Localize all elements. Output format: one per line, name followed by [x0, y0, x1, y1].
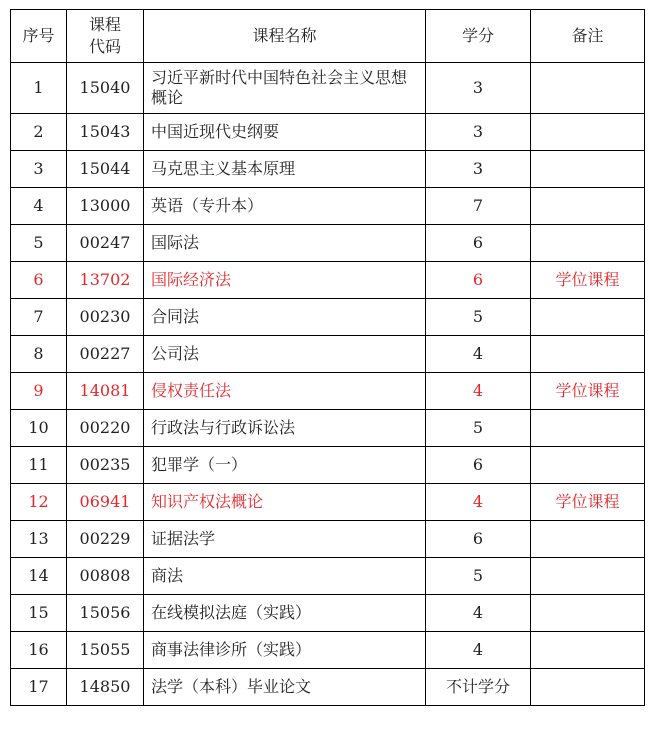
table-row	[11, 595, 645, 632]
row-index: 4	[11, 188, 67, 225]
course-code: 15056	[67, 595, 144, 632]
table-row	[11, 114, 645, 151]
header-course-name: 课程名称	[144, 10, 426, 63]
row-index: 7	[11, 299, 67, 336]
course-code: 00230	[67, 299, 144, 336]
course-note	[531, 114, 645, 151]
row-index: 3	[11, 151, 67, 188]
course-name: 在线模拟法庭（实践）	[144, 595, 426, 632]
course-credit: 5	[426, 410, 531, 447]
row-index: 10	[11, 410, 67, 447]
table-header-row	[11, 10, 645, 63]
course-note	[531, 558, 645, 595]
table-row	[11, 188, 645, 225]
row-index: 6	[11, 262, 67, 299]
course-credit: 4	[426, 336, 531, 373]
course-code: 00220	[67, 410, 144, 447]
course-name: 证据法学	[144, 521, 426, 558]
course-code: 15043	[67, 114, 144, 151]
course-credit: 4	[426, 484, 531, 521]
course-name: 中国近现代史纲要	[144, 114, 426, 151]
course-code: 14850	[67, 669, 144, 706]
course-name: 公司法	[144, 336, 426, 373]
course-code: 06941	[67, 484, 144, 521]
course-credit: 7	[426, 188, 531, 225]
header-note: 备注	[531, 10, 645, 63]
course-note: 学位课程	[531, 484, 645, 521]
header-index: 序号	[11, 10, 67, 63]
row-index: 13	[11, 521, 67, 558]
course-note	[531, 188, 645, 225]
course-note	[531, 632, 645, 669]
table-row	[11, 63, 645, 114]
course-credit: 3	[426, 63, 531, 114]
course-note	[531, 151, 645, 188]
row-index: 16	[11, 632, 67, 669]
table-row	[11, 336, 645, 373]
course-name: 国际法	[144, 225, 426, 262]
course-note: 学位课程	[531, 373, 645, 410]
row-index: 2	[11, 114, 67, 151]
header-course-code-line2: 代码	[88, 37, 121, 56]
row-index: 1	[11, 63, 67, 114]
row-index: 17	[11, 669, 67, 706]
course-name: 商法	[144, 558, 426, 595]
course-name: 国际经济法	[144, 262, 426, 299]
course-note	[531, 336, 645, 373]
header-course-code-line1: 课程	[88, 15, 121, 34]
header-credit: 学分	[426, 10, 531, 63]
table-row	[11, 558, 645, 595]
table-row-degree-course	[11, 262, 645, 299]
course-name: 犯罪学（一）	[144, 447, 426, 484]
course-credit: 6	[426, 521, 531, 558]
course-credit: 3	[426, 114, 531, 151]
course-note	[531, 63, 645, 114]
table-row	[11, 447, 645, 484]
row-index: 11	[11, 447, 67, 484]
course-name: 习近平新时代中国特色社会主义思想概论	[144, 63, 426, 114]
course-credit: 不计学分	[426, 669, 531, 706]
course-name: 侵权责任法	[144, 373, 426, 410]
course-credit: 6	[426, 225, 531, 262]
course-credit: 5	[426, 558, 531, 595]
course-code: 14081	[67, 373, 144, 410]
course-note	[531, 595, 645, 632]
course-name: 合同法	[144, 299, 426, 336]
course-note	[531, 447, 645, 484]
course-credit: 6	[426, 262, 531, 299]
course-code: 13702	[67, 262, 144, 299]
course-note	[531, 299, 645, 336]
course-credit: 4	[426, 632, 531, 669]
course-name: 知识产权法概论	[144, 484, 426, 521]
row-index: 9	[11, 373, 67, 410]
row-index: 8	[11, 336, 67, 373]
course-name: 商事法律诊所（实践）	[144, 632, 426, 669]
row-index: 12	[11, 484, 67, 521]
table-row	[11, 410, 645, 447]
table-row-degree-course	[11, 373, 645, 410]
row-index: 15	[11, 595, 67, 632]
course-code: 00235	[67, 447, 144, 484]
course-name: 马克思主义基本原理	[144, 151, 426, 188]
row-index: 5	[11, 225, 67, 262]
course-code: 15044	[67, 151, 144, 188]
course-code: 13000	[67, 188, 144, 225]
table-row-degree-course	[11, 484, 645, 521]
course-credit: 6	[426, 447, 531, 484]
course-credit: 5	[426, 299, 531, 336]
course-credit: 3	[426, 151, 531, 188]
header-course-code	[67, 10, 144, 63]
table-row	[11, 225, 645, 262]
course-note	[531, 669, 645, 706]
course-note	[531, 410, 645, 447]
course-code: 00808	[67, 558, 144, 595]
course-name: 法学（本科）毕业论文	[144, 669, 426, 706]
course-note	[531, 225, 645, 262]
course-code: 15040	[67, 63, 144, 114]
table-row	[11, 632, 645, 669]
course-note	[531, 521, 645, 558]
course-credit: 4	[426, 595, 531, 632]
course-table	[10, 9, 645, 706]
course-code: 15055	[67, 632, 144, 669]
course-code: 00227	[67, 336, 144, 373]
course-name: 英语（专升本）	[144, 188, 426, 225]
course-note: 学位课程	[531, 262, 645, 299]
table-row	[11, 151, 645, 188]
row-index: 14	[11, 558, 67, 595]
course-credit: 4	[426, 373, 531, 410]
table-row	[11, 669, 645, 706]
table-row	[11, 521, 645, 558]
table-row	[11, 299, 645, 336]
course-code: 00247	[67, 225, 144, 262]
course-name: 行政法与行政诉讼法	[144, 410, 426, 447]
course-code: 00229	[67, 521, 144, 558]
